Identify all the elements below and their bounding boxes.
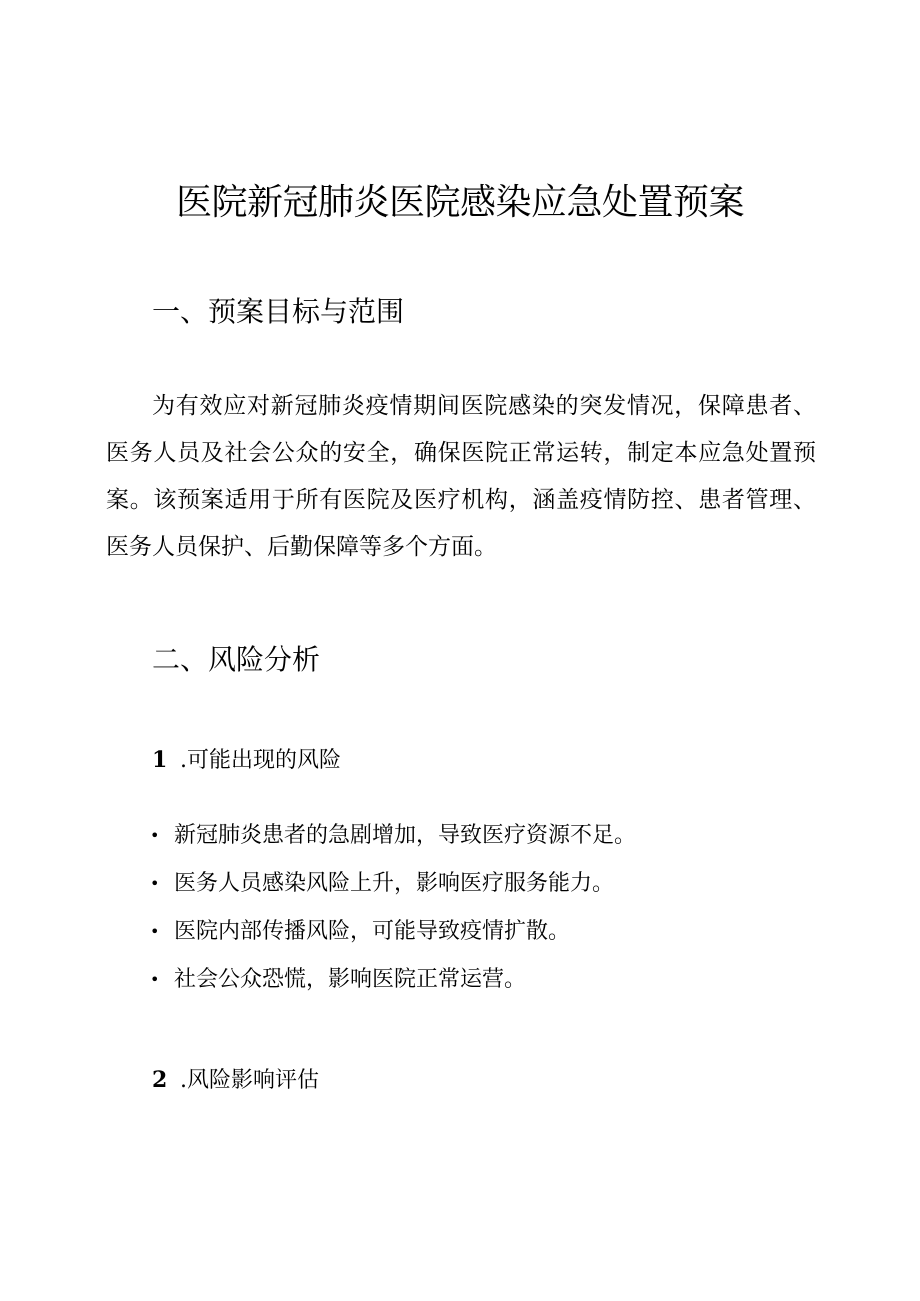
subheading-title: .风险影响评估	[180, 1068, 319, 1093]
document-title: 医院新冠肺炎医院感染应急处置预案	[175, 182, 744, 223]
list-item	[150, 860, 810, 908]
subheading-number: 2	[152, 1067, 168, 1093]
bullet-dot-icon: •	[150, 922, 160, 941]
list-item	[150, 908, 810, 956]
bullet-dot-icon: •	[150, 970, 160, 989]
risk-bullet-list	[150, 812, 810, 1004]
list-item-text: 医院内部传播风险，可能导致疫情扩散。	[174, 919, 571, 944]
subheading-title: .可能出现的风险	[180, 748, 341, 773]
bullet-dot-icon: •	[150, 874, 160, 893]
list-item-text: 新冠肺炎患者的急剧增加，导致医疗资源不足。	[174, 823, 637, 848]
list-item	[150, 812, 810, 860]
subheading-number: 1	[152, 747, 168, 773]
section-paragraph-goals-scope: 为有效应对新冠肺炎疫情期间医院感染的突发情况，保障患者、医务人员及社会公众的安全，确保医院正常运转，制定本应急处置预案。该预案适用于所有医院及医疗机构，涵盖疫情防控、患者管理、医务人员保护、后勤保障等多个方面。	[106, 393, 816, 560]
section-heading-risk-analysis: 二、风险分析	[152, 643, 321, 676]
list-item-text: 社会公众恐慌，影响医院正常运营。	[174, 967, 527, 992]
subheading-possible-risks	[152, 743, 341, 778]
section-heading-goals-scope: 一、预案目标与范围	[152, 295, 405, 328]
bullet-dot-icon: •	[150, 826, 160, 845]
list-item-text: 医务人员感染风险上升，影响医疗服务能力。	[174, 871, 615, 896]
subheading-risk-impact-assessment	[152, 1063, 319, 1098]
list-item	[150, 956, 810, 1004]
